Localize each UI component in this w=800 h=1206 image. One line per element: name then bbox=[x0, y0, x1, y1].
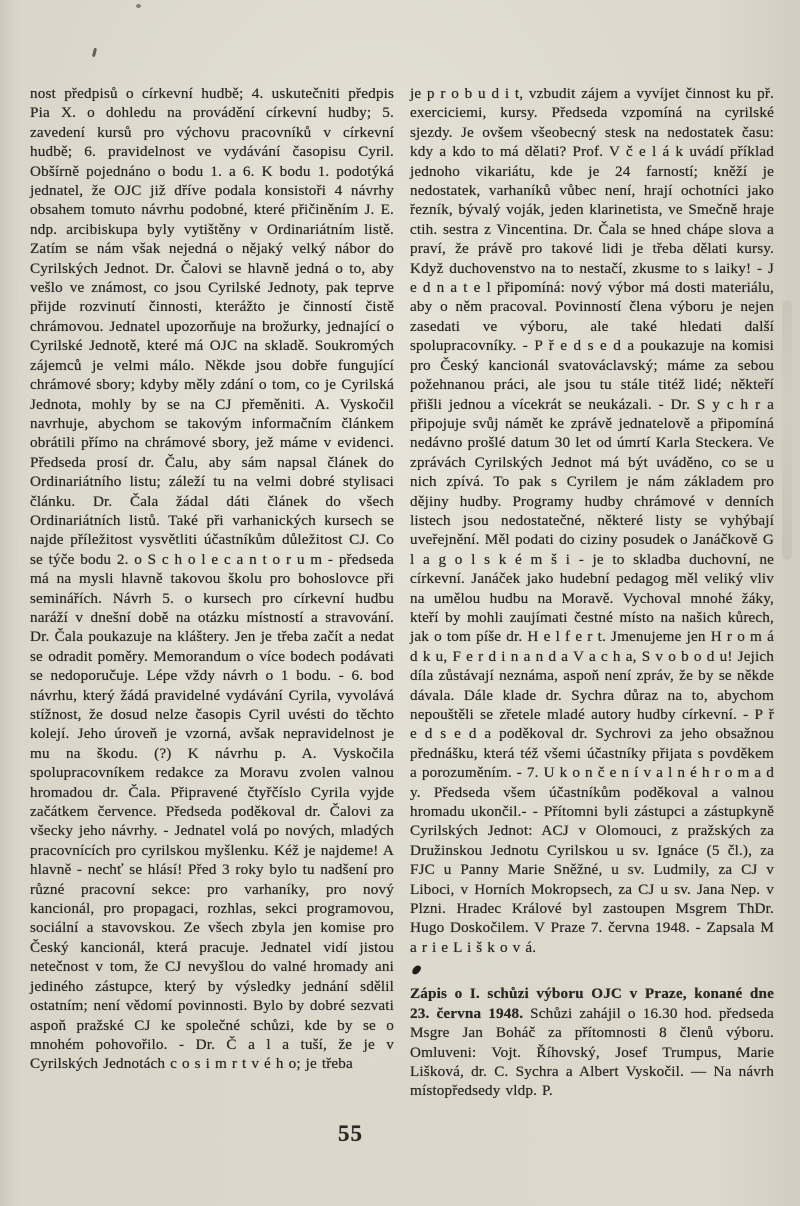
left-column-text: nost předpisů o církevní hudbě; 4. uskutečniti předpis Pia X. o dohledu na provádění církevní hudby; 5. zavedení kursů pro výchovu pracovníků v církevní hudbě; 6. pravidelnost ve vydávání časopisu Cyril. Obšírně pojednáno o bodu 1. a 6. K bodu 1. podotýká jednatel, že OJC již dříve podala konsistoři 4 návrhy obsahem tomuto návrhu podobné, které přičiněním J. E. ndp. arcibiskupa byly vytištěny v Ordinariátním listě. Zatím se nám však nejedná o nějaký velký nábor do Cyrilských Jednot. Dr. Čalovi se hlavně jedná o to, aby vešlo ve známost, co jsou Cyrilské Jednoty, pak teprve přijde rozvinutí činnosti, kterážto je činností čistě chrámovou. Jednatel upozorňuje na brožurky, jednající o Cyrilské Jednotě, které má OJC na skladě. Soukromých zájemců je velmi málo. Někde jsou dobře fungující chrámové sbory; kdyby měly zdání o tom, co je Cyrilská Jednota, mohly by se na CJ přeměniti. A. Vyskočil navrhuje, abychom se takovým informačním článkem obrátili přímo na chrámové sbory, jež máme v evidenci. Předseda prosí dr. Čalu, aby sám napsal článek do Ordinariátního listu; záleží tu na velmi dobré stylisaci článku. Dr. Čala žádal dáti článek do všech Ordinariátních listů. Také při varhanických kursech se najde příležitost vysvětliti účastníkům důležitost CJ. Co se týče bodu 2. o S c h o l e c a n t o r u m - předseda má na mysli hlavně takovou školu pro bohoslovce při seminářích. Návrh 5. o kursech pro církevní hudbu naráží v dnešní době na otázku místností a stravování. Dr. Čala poukazuje na kláštery. Jen je třeba začít a nedat se odradit poměry. Memorandum o více bodech podávati se nedoporučuje. Lépe vždy návrh o 1 bodu. - 6. bod návrhu, který žádá pravidelné vydávání Cyrila, vyvolává stížnost, že dosud nelze časopis Cyril uvésti do těchto kolejí. Jeho úroveň je vzorná, avšak nepravidelnost je mu na škodu. (?) K návrhu p. A. Vyskočila spolupracovníkem redakce za Moravu zvolen valnou hromadou dr. Čala. Připravené čtyřčíslo Cyrila vyjde začátkem července. Předseda poděkoval dr. Čalovi za všecky jeho návrhy. - Jednatel volá po nových, mladých pracovnících pro cyrilskou myšlenku. Kéž je najdeme! A hlavně - nechť se hlásí! Před 3 roky bylo tu nadšení pro různé pracovní sekce: pro varhaníky, pro nový kancionál, pro propagaci, rozhlas, sekci programovou, sociální a stavovskou. Ze všech zbyla jen komise pro Český kancionál, která pracuje. Jednatel vidí jistou netečnost v tom, že CJ nevyšlou do valné hromady ani jediného zástupce, který by výsledky jednání sdělil ostatním; není vědomí povinnosti. Bylo by dobré sezvati aspoň pražské CJ ke společné schůzi, kde by se o mnohém pohovořilo. - Dr. Č a l a tuší, že je v Cyrilských Jednotách c o s i m r t v é h o; je třeba bbox=[30, 85, 394, 1073]
right-column-text: je p r o b u d i t, vzbudit zájem a vyvíjet činnost ku př. exerciciemi, kursy. Předseda vzpomíná na cyrilské sjezdy. Je ovšem všeobecný stesk na nedostatek času: kdy a kdo to má dělati? Prof. V č e l á k uvádí příklad jednoho vikariátu, kde je 24 farností; kněží je nedostatek, varhaníků vůbec není, hrají ochotníci jako řezník, bývalý voják, jeden klarinetista, ve Smečně hraje ctih. sestra z Vincentina. Dr. Čala se hned chápe slova a praví, že právě pro takové lidi je třeba dělati kursy. Když duchovenstvo na to nestačí, zkusme to s laiky! - J e d n a t e l připomíná: nový výbor má dosti materiálu, aby o něm pracoval. Povinností člena výboru je nejen zasedati ve výboru, ale také hledati další spolupracovníky. - P ř e d s e d a poukazuje na komisi pro Český kancionál svatováclavský; máme za sebou požehnanou práci, ale jsou tu stále titéž lidé; někteří přišli jednou a vícekrát se neukázali. - Dr. S y c h r a připojuje svůj námět ke zprávě jednatelově a připomíná nedávno prošlé datum 30 let od úmrtí Karla Steckera. Ve zprávách Cyrilských Jednot má být uváděno, co se u nich zpívá. To pak s Cyrilem je nám základem pro dějiny hudby. Programy hudby chrámové v denních listech jsou nedostatečné, některé listy se vyhýbají uveřejnění. Měl podati do ciziny posudek o Janáčkově G l a g o l s k é m š i - je to skladba duchovní, ne církevní. Janáček jako hudební pedagog měl veliký vliv na umělou hudbu na Moravě. Vychoval mnohé žáky, kteří by mohli zaujímati čestné místo na našich kůrech, jak o tom píše dr. H e l f e r t. Jmenujeme jen H r o m á d k u, F e r d i n a n d a V a c h a, S v o b o d u! Jejich díla zůstávají neznáma, aspoň není zpráv, že by se někde dávala. Dále klade dr. Sychra důraz na to, abychom nepouštěli se zřetele mladé autory hudby církevní. - P ř e d s e d a poděkoval dr. Sychrovi za jeho obsažnou přednášku, která též všemi účastníky přijata s povděkem a porozuměním. - 7. U k o n č e n í v a l n é h r o m a d y. Předseda všem účastníkům poděkoval a valnou hromadu ukončil.- - Přítomni byli zástupci a zástupkyně Cyrilských Jednot: ACJ v Olomouci, z pražských za Družinskou Jednotu Cyrilskou u sv. Ignáce (5 čl.), za FJC u Panny Marie Sněžné, u sv. Ludmily, za CJ v Liboci, v Horních Mokropsech, za CJ u sv. Jana Nep. v Plzni. Hradec Králové byl zastoupen Msgrem ThDr. Hugo Doskočilem. V Praze 7. června 1948. - Zapsala M a r i e L i š k o v á. bbox=[410, 85, 774, 956]
scan-smudge bbox=[782, 300, 792, 560]
ink-speck-icon bbox=[92, 48, 97, 57]
text-columns bbox=[30, 84, 774, 1101]
ink-speck-icon bbox=[136, 4, 141, 8]
right-column bbox=[410, 84, 774, 1101]
minutes-paragraph bbox=[410, 984, 774, 1100]
minutes-heading: Zápis o I. schůzi výboru OJC v Praze, konané dne 23. června 1948. bbox=[410, 985, 774, 1022]
left-column bbox=[30, 84, 394, 1101]
page-number: 55 bbox=[338, 1121, 363, 1146]
ink-blot-icon bbox=[411, 964, 422, 976]
minutes-body: Schůzi zahájil o 16.30 hod. předseda Msgre Jan Boháč za přítomnosti 8 členů výboru. Omluveni: Vojt. Říhovský, Josef Trumpus, Marie Lišková, dr. C. Sychra a Albert Vyskočil. — Na návrh místopředsedy vldp. P. bbox=[410, 1004, 774, 1100]
